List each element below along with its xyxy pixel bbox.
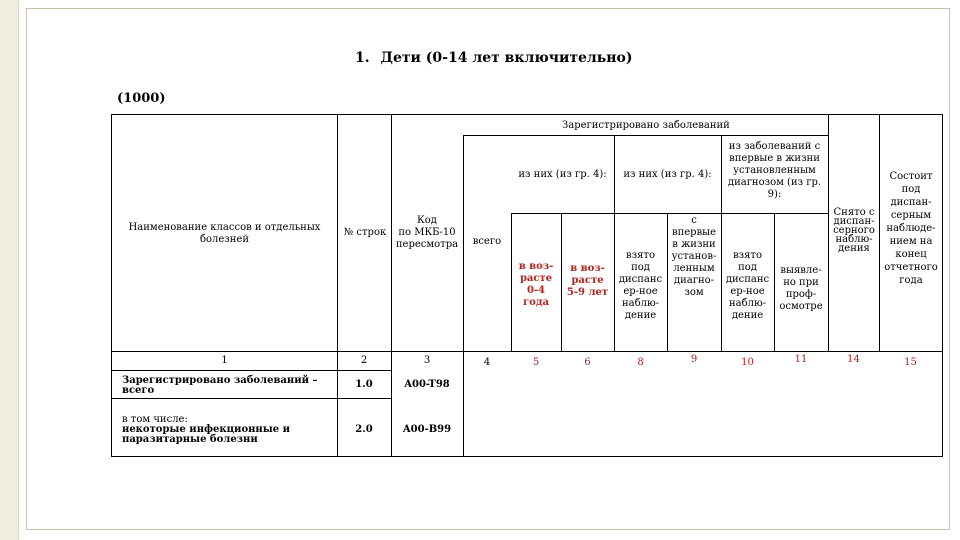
col-number: 14 [847, 354, 860, 365]
title-number: 1. [355, 50, 370, 66]
grid-line [391, 115, 392, 456]
left-decorative-strip [0, 0, 19, 540]
header-of-them-a: из них (из гр. 4): [518, 169, 607, 180]
header-taken-under-observation: взято под диспанс ер-ное наблю- дение [618, 250, 663, 321]
header-icd-code: Код по МКБ-10 пересмотра [395, 215, 459, 250]
header-first-diagnosis: из заболеваний с впервые в жизни установленным диагнозом (из гр. 9): [727, 141, 822, 200]
col-number: 9 [690, 354, 698, 365]
col-number: 15 [904, 357, 917, 368]
row-2-code: A00-B99 [402, 424, 452, 435]
header-row-number: № строк [343, 227, 387, 238]
table-code: (1000) [117, 91, 166, 106]
col-number: 2 [360, 355, 368, 366]
header-detected-prof: выявле- но при проф- осмотре [779, 265, 823, 312]
header-registered: Зарегистрировано заболеваний [562, 120, 730, 131]
header-removed: Снято с диспан- серного наблю- дения [833, 207, 875, 254]
header-consists: Состоит под диспан- серным наблюде- нием на конец отчетного года [884, 171, 938, 286]
col-number: 8 [637, 357, 644, 368]
grid-line [337, 115, 338, 456]
row-1-line: 1.0 [355, 379, 373, 390]
grid-line [511, 213, 828, 214]
grid-line [463, 135, 828, 136]
slide-title [355, 50, 633, 66]
row-2-name: в том числе: некоторые инфекционные и паразитарные болезни [122, 414, 291, 445]
col-number: 5 [532, 357, 540, 368]
col-number: 6 [584, 357, 591, 368]
header-total: всего [472, 236, 502, 247]
col-number: 1 [221, 355, 228, 366]
col-number: 3 [423, 355, 431, 366]
header-first-in-life: с впервые в жизни установ- ленным диагно- зом [671, 215, 717, 298]
col-number: 4 [483, 357, 491, 368]
header-taken-under-observation-2: взято под диспанс ер-ное наблю- дение [725, 250, 770, 321]
header-of-them-b: из них (из гр. 4): [623, 169, 712, 180]
col-number: 11 [794, 354, 808, 365]
row-1-name: Зарегистрировано заболеваний – всего [122, 375, 318, 396]
grid-line [112, 351, 942, 352]
row-2-line: 2.0 [355, 424, 373, 435]
grid-line [112, 398, 391, 399]
grid-line [463, 135, 464, 456]
grid-line [112, 370, 391, 371]
header-age-0-4: в воз- расте 0-4 года [518, 261, 554, 308]
header-name-col: Наименование классов и отдельных болезней [128, 222, 321, 245]
row-1-code: A00-T98 [404, 379, 450, 390]
header-age-5-9: в воз- расте 5-9 лет [566, 263, 609, 298]
col-number: 10 [741, 357, 754, 368]
disease-table [111, 114, 943, 457]
title-text: Дети (0-14 лет включительно) [380, 50, 633, 66]
